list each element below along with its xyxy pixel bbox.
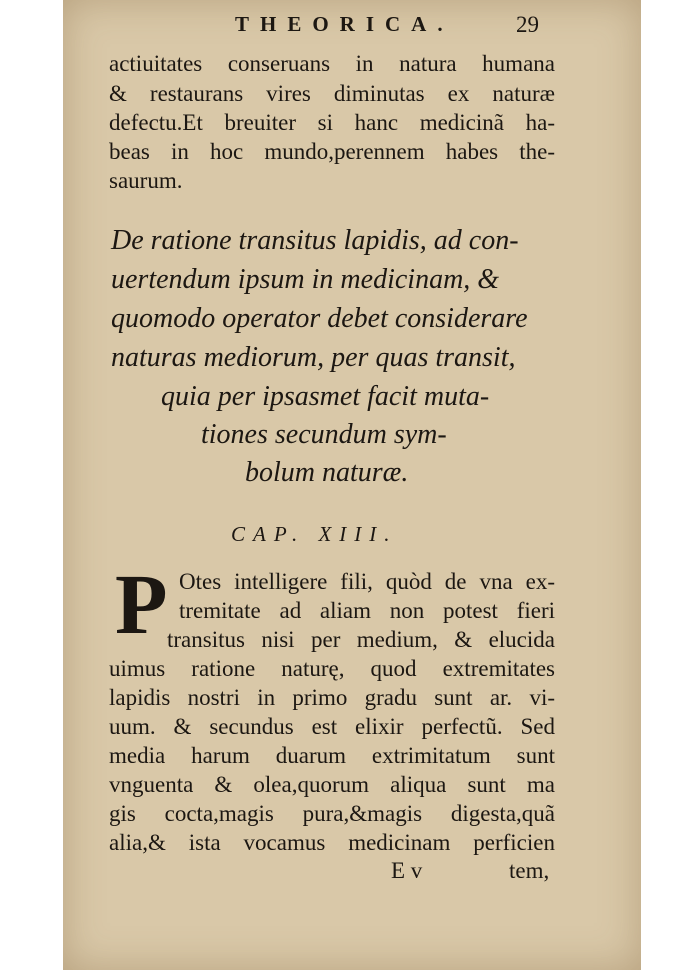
page-number: 29 xyxy=(516,12,539,37)
heading-line: tiones secundum sym- xyxy=(201,419,447,450)
heading-line: uertendum ipsum in medicinam, & xyxy=(111,264,500,295)
heading-line: De ratione transitus lapidis, ad con- xyxy=(111,225,519,256)
text-line: defectu.Et breuiter si hanc medicinã ha- xyxy=(109,110,555,135)
text-line: alia,& ista vocamus medicinam perficien xyxy=(109,830,555,855)
catchword: tem, xyxy=(509,858,550,883)
heading-line: naturas mediorum, per quas transit, xyxy=(111,342,516,373)
text-line: Otes intelligere fili, quòd de vna ex- xyxy=(179,569,555,594)
text-line: uum. & secundus est elixir perfectũ. Sed xyxy=(109,714,555,739)
drop-cap: P xyxy=(115,556,168,652)
text-line: gis cocta,magis pura,&magis digesta,quã xyxy=(109,801,555,826)
signature-mark: E v xyxy=(391,858,423,883)
text-line: tremitate ad aliam non potest fieri xyxy=(179,598,555,623)
heading-line: bolum naturæ. xyxy=(245,457,409,488)
running-head xyxy=(63,10,641,40)
heading-line: quomodo operator debet considerare xyxy=(111,303,528,334)
text-line: lapidis nostri in primo gradu sunt ar. vi- xyxy=(109,685,555,710)
text-line: saurum. xyxy=(109,168,183,193)
text-line: transitus nisi per medium, & elucida xyxy=(167,627,555,652)
text-line: media harum duarum extrimitatum sunt xyxy=(109,743,555,768)
text-line: actiuitates conseruans in natura humana xyxy=(109,51,555,76)
book-page xyxy=(63,0,641,970)
text-line: beas in hoc mundo,perennem habes the- xyxy=(109,139,555,164)
chapter-label: CAP. XIII. xyxy=(231,522,398,546)
text-line: & restaurans vires diminutas ex naturæ xyxy=(109,81,555,106)
running-title: THEORICA. xyxy=(235,12,454,36)
text-line: vnguenta & olea,quorum aliqua sunt ma xyxy=(109,772,555,797)
text-line: uimus ratione naturę, quod extremitates xyxy=(109,656,555,681)
heading-line: quia per ipsasmet facit muta- xyxy=(161,381,490,412)
